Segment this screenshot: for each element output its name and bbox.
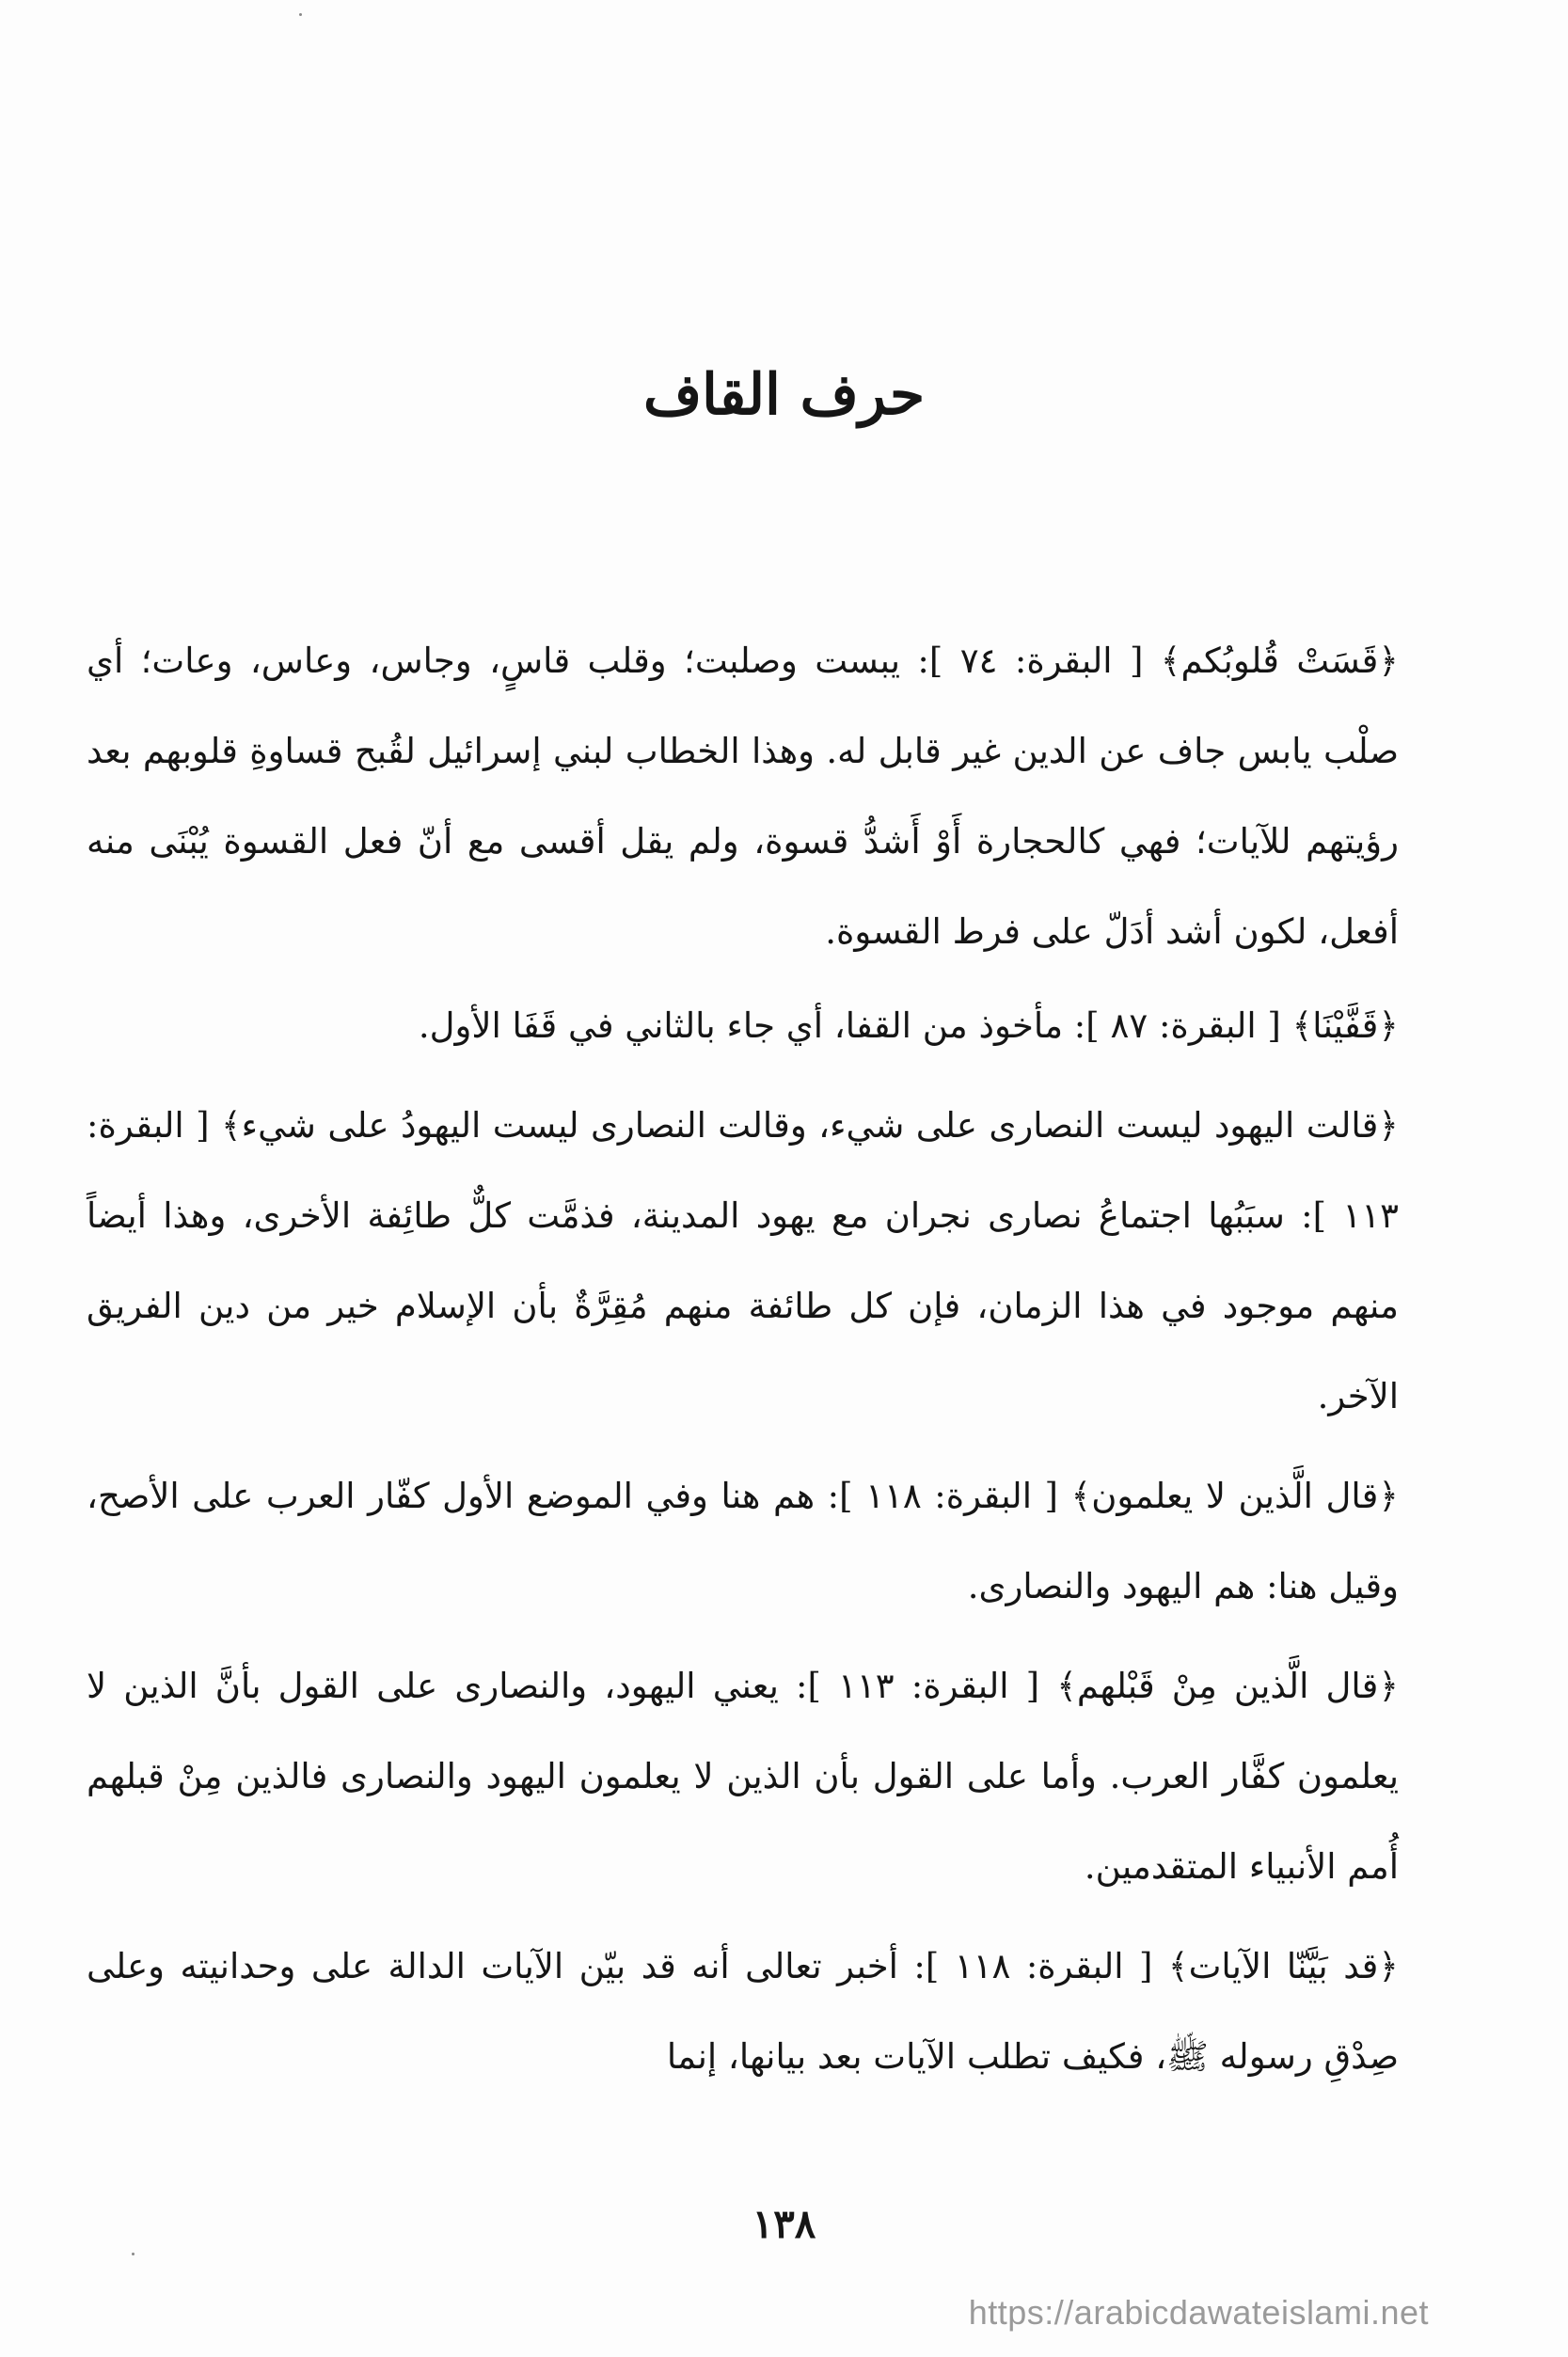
page-number: ١٣٨ [752, 2201, 816, 2247]
chapter-heading: حرف القاف [642, 362, 926, 428]
paragraph: ﴿قال الَّذين لا يعلمون﴾ [ البقرة: ١١٨ ]: هم هنا وفي الموضع الأول كفّار العرب على الأصح، وقيل هنا: هم اليهود والنصارى. [87, 1476, 1399, 1606]
paragraph: ﴿قَسَتْ قُلوبُكم﴾ [ البقرة: ٧٤ ]: يبست وصلبت؛ وقلب قاسٍ، وجاس، وعاس، وعات؛ أي صلْب يابس جاف عن الدين غير قابل له. وهذا الخطاب لبني إسرائيل لقُبح قساوةِ قلوبهم بعد رؤيتهم للآيات؛ فهي كالحجارة أَوْ أَشدُّ قسوة، ولم يقل أقسى مع أنّ فعل القسوة يُبْنَى منه أفعل، لكون أشد أدَلّ على فرط القسوة. [87, 641, 1399, 952]
watermark-url: https://arabicdawateislami.net [968, 2293, 1429, 2332]
paragraph: ﴿قَفَّيْنَا﴾ [ البقرة: ٨٧ ]: مأخوذ من القفا، أي جاء بالثاني في قَفَا الأول. [418, 1005, 1399, 1046]
scan-speck [132, 2253, 135, 2255]
paragraph: ﴿قال الَّذين مِنْ قَبْلهم﴾ [ البقرة: ١١٣ ]: يعني اليهود، والنصارى على القول بأنَّ الذين لا يعلمون كفَّار العرب. وأما على القول بأن الذين لا يعلمون اليهود والنصارى فالذين مِنْ قبلهم أُمم الأنبياء المتقدمين. [87, 1666, 1400, 1887]
body-text [87, 616, 1399, 2112]
scan-speck [299, 13, 302, 16]
paragraph: ﴿قالت اليهود ليست النصارى على شيء، وقالت النصارى ليست اليهودُ على شيء﴾ [ البقرة: ١١٣ ]: سبَبُها اجتماعُ نصارى نجران مع يهود المدينة، فذمَّت كلٌّ طائِفة الأخرى، وهذا أيضاً منهم موجود في هذا الزمان، فإن كل طائفة منهم مُقِرَّةٌ بأن الإسلام خير من دين الفريق الآخر. [87, 1105, 1399, 1416]
paragraph: ﴿قد بَيَّنّا الآيات﴾ [ البقرة: ١١٨ ]: أخبر تعالى أنه قد بيّن الآيات الدالة على وحدانيته وعلى صِدْقِ رسوله ﷺ، فكيف تطلب الآيات بعد بيانها، إنما [87, 1946, 1399, 2077]
